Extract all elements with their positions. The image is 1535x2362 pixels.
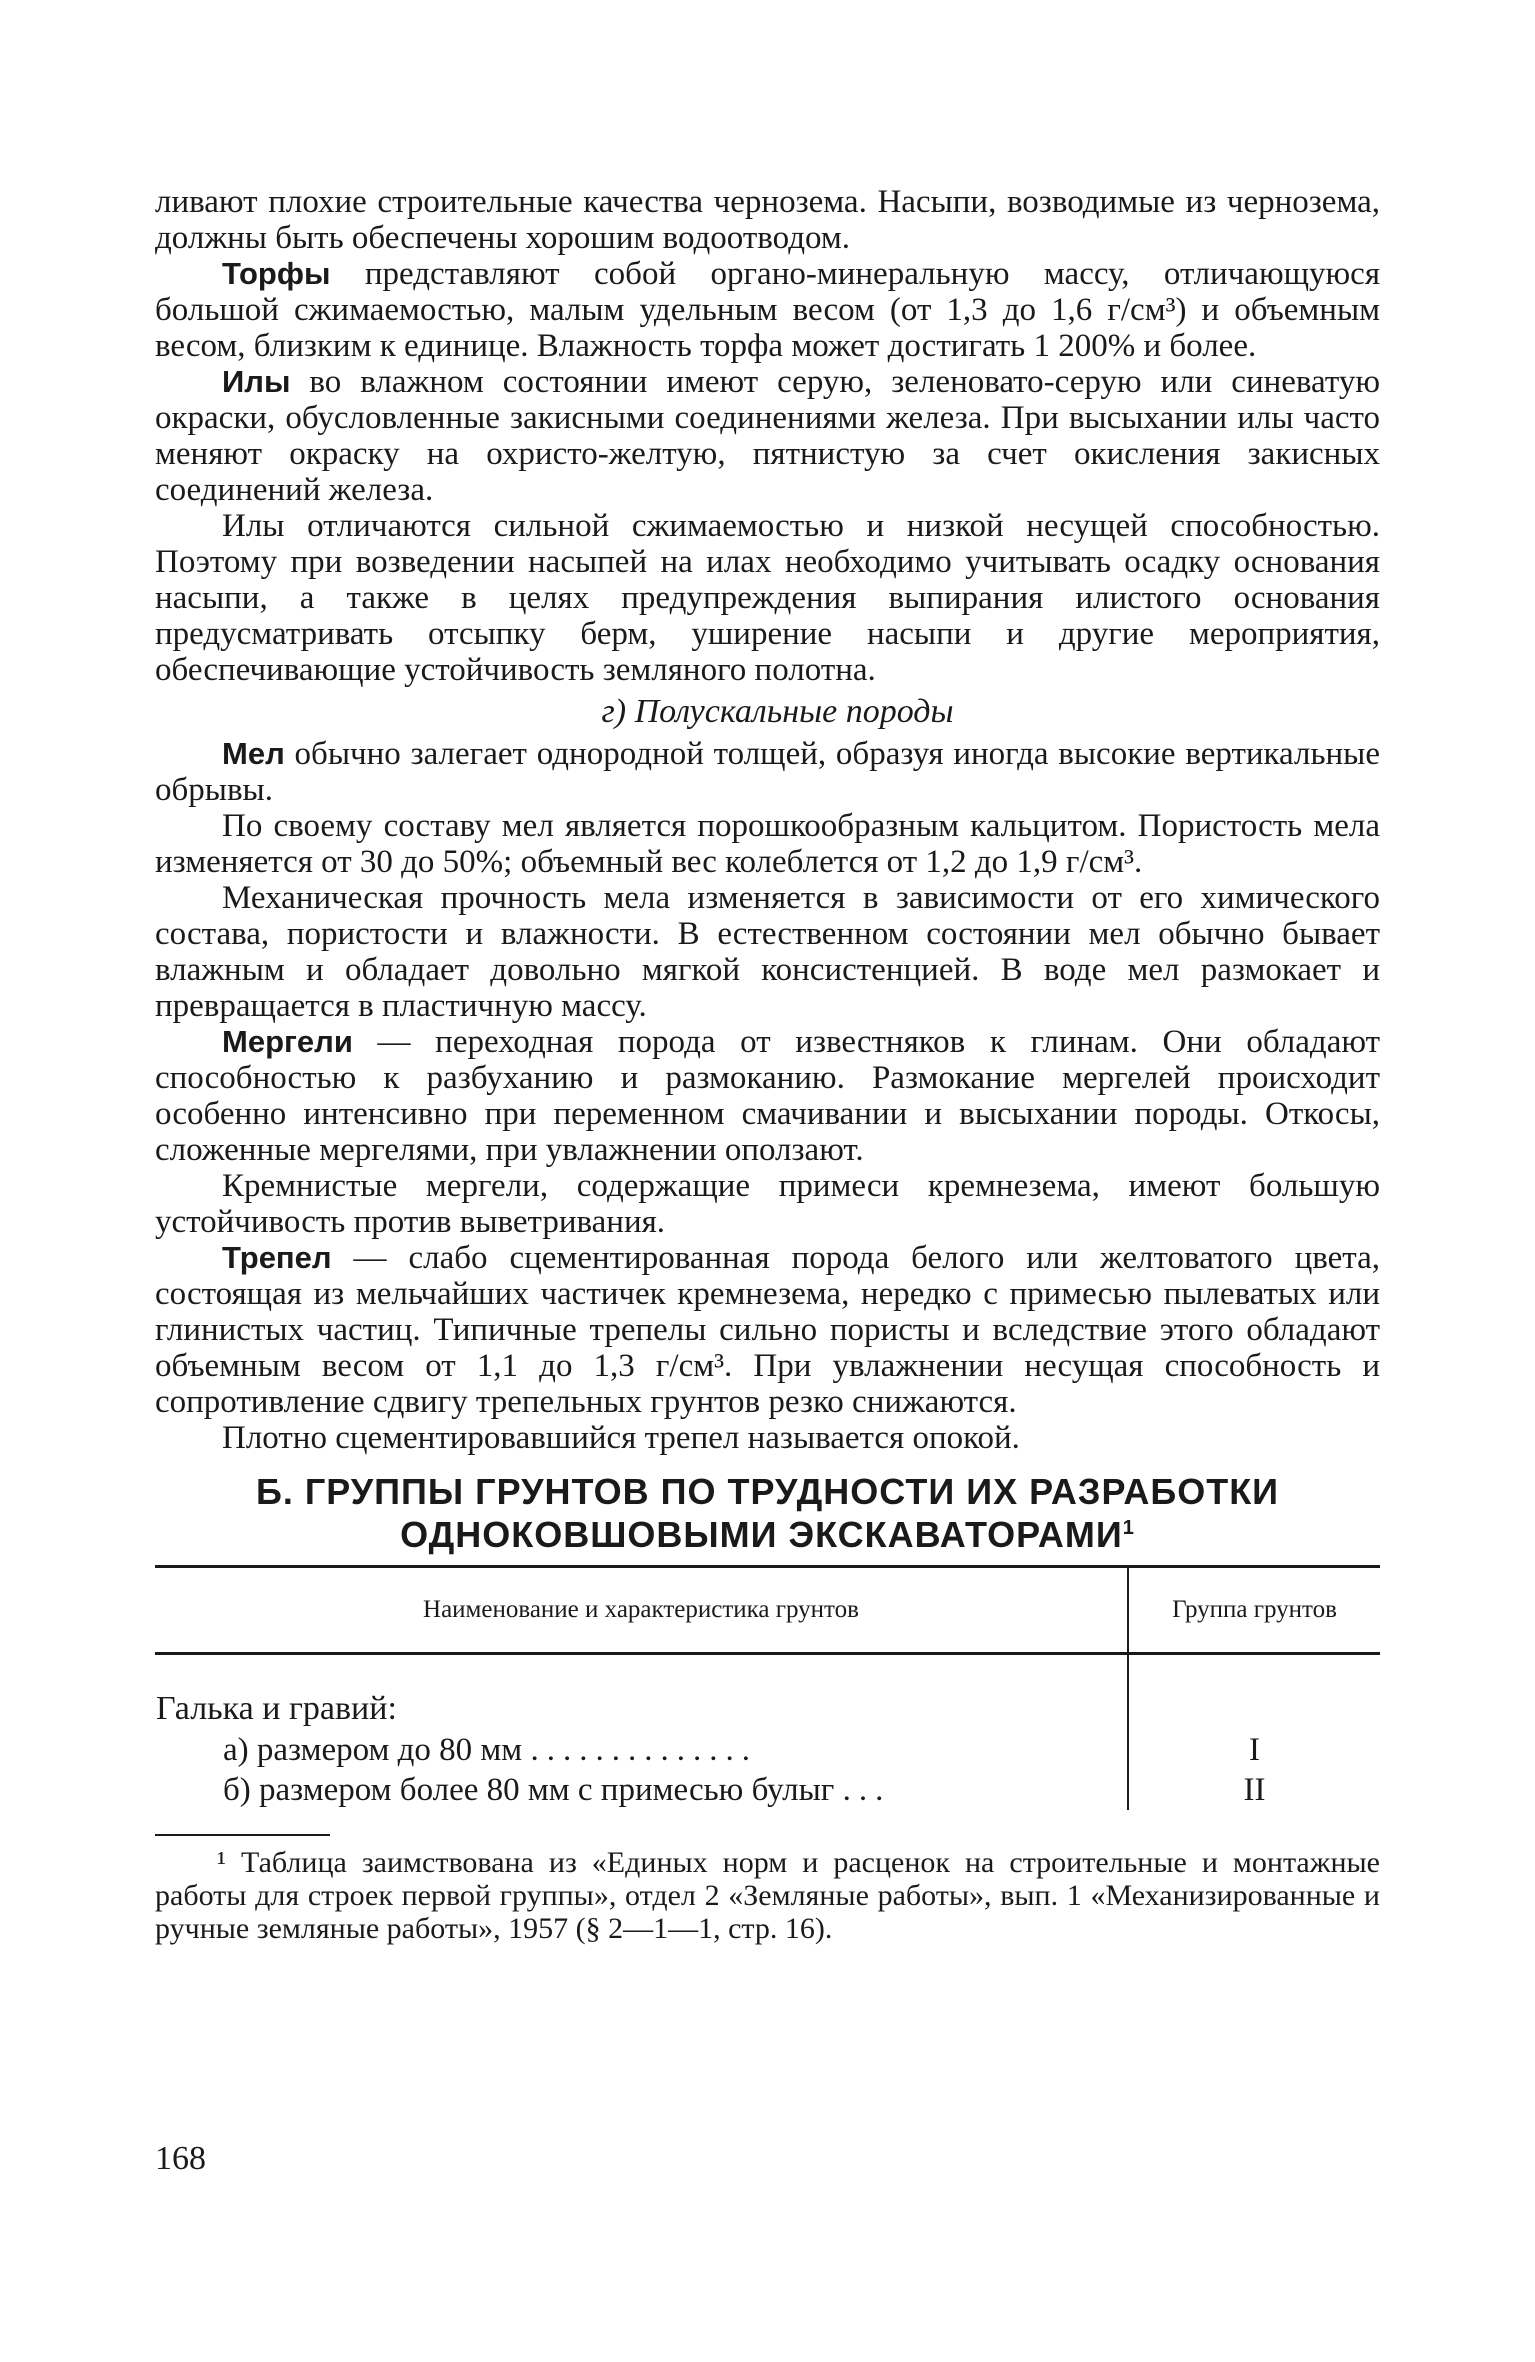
term-silt: Илы xyxy=(222,364,291,399)
table-header-group: Группа грунтов xyxy=(1128,1567,1380,1654)
dot-leader: .............. xyxy=(530,1732,758,1768)
paragraph-marl-text: — переходная порода от известняков к глинам. Они обладают способностью к разбуханию и размоканию. Размокание мергелей происходит особенно интенсивно при переменном смачивании и высыхании породы. Откосы, сложенные мергелями, при увлажнении оползают. xyxy=(155,1024,1380,1168)
section-title-line2-text: ОДНОКОВШОВЫМИ ЭКСКАВАТОРАМИ xyxy=(400,1514,1123,1555)
paragraph-chalk-composition: По своему составу мел является порошкообразным кальцитом. Пористость мела изменяется от 30 до 50%; объемный вес колеблется от 1,2 до 1,9 г/см³. xyxy=(155,808,1380,880)
paragraph-tripoli-text: — слабо сцементированная порода белого или желтоватого цвета, состоящая из мельчайших частичек кремнезема, нередко с примесью пылеватых или глинистых частиц. Типичные трепелы сильно пористы и вследствие этого обладают объемным весом от 1,1 до 1,3 г/см³. При увлажнении несущая способность и сопротивление сдвигу трепельных грунтов резко снижаются. xyxy=(155,1240,1380,1420)
subsection-heading: г) Полускальные породы xyxy=(601,693,954,730)
paragraph-chalk-text: обычно залегает однородной толщей, образуя иногда высокие вертикальные обрывы. xyxy=(155,736,1380,808)
footnote xyxy=(155,1846,1380,1945)
table-header-row xyxy=(155,1567,1380,1654)
paragraph-silt xyxy=(155,364,1380,508)
table-category-label: Галька и гравий: xyxy=(155,1654,1128,1731)
table-category-row xyxy=(155,1654,1380,1731)
footnote-text: ¹ Таблица заимствована из «Единых норм и расценок на строительные и монтажные работы для строек первой группы», отдел 2 «Земляные работы», вып. 1 «Механизированные и ручные земляные работы», 1957 (§ 2—1—1, стр. 16). xyxy=(155,1846,1380,1945)
paragraph-continuation: ливают плохие строительные качества чернозема. Насыпи, возводимые из чернозема, должны быть обеспечены хорошим водоотводом. xyxy=(155,184,1380,256)
text-column xyxy=(155,184,1380,1945)
row-label-text: а) размером до 80 мм xyxy=(223,1732,523,1768)
table-row-label xyxy=(155,1730,1128,1770)
term-tripoli: Трепел xyxy=(222,1240,332,1275)
term-marl: Мергели xyxy=(222,1024,353,1059)
footnote-marker: 1 xyxy=(1122,1517,1135,1539)
paragraph-opoka: Плотно сцементировавшийся трепел называется опокой. xyxy=(222,1420,1020,1456)
page-number: 168 xyxy=(155,2140,206,2177)
table-row-group: I xyxy=(1248,1732,1260,1768)
paragraph-silt-properties: Илы отличаются сильной сжимаемостью и низкой несущей способностью. Поэтому при возведении насыпей на илах необходимо учитывать осадку основания насыпи, а также в целях предупреждения выпирания илистого основания предусматривать отсыпку берм, уширение насыпи и другие мероприятия, обеспечивающие устойчивость земляного полотна. xyxy=(155,508,1380,688)
paragraph-chalk-strength: Механическая прочность мела изменяется в зависимости от его химического состава, пористости и влажности. В естественном состоянии мел обычно бывает влажным и обладает довольно мягкой консистенцией. В воде мел размокает и превращается в пластичную массу. xyxy=(155,880,1380,1024)
paragraph-tripoli xyxy=(155,1240,1380,1420)
row-label-text: б) размером более 80 мм с примесью булыг xyxy=(223,1772,835,1808)
term-peat: Торфы xyxy=(222,256,331,291)
section-title-line1: Б. ГРУППЫ ГРУНТОВ ПО ТРУДНОСТИ ИХ РАЗРАБОТКИ xyxy=(255,1471,1280,1512)
paragraph-marl xyxy=(155,1024,1380,1168)
table-row xyxy=(155,1730,1380,1770)
paragraph-silt-text: во влажном состоянии имеют серую, зеленовато-серую или синеватую окраски, обусловленные закисными соединениями железа. При высыхании илы часто меняют окраску на охристо-желтую, пятнистую за счет окисления закисных соединений железа. xyxy=(155,364,1380,508)
footnote-rule xyxy=(155,1834,330,1836)
table-header-name: Наименование и характеристика грунтов xyxy=(155,1567,1128,1654)
paragraph-peat-text: представляют собой органо-минеральную массу, отличающуюся большой сжимаемостью, малым удельным весом (от 1,3 до 1,6 г/см³) и объемным весом, близким к единице. Влажность торфа может достигать 1 200% и более. xyxy=(155,256,1380,364)
section-title-line2 xyxy=(155,1510,1380,1553)
table-row xyxy=(155,1770,1380,1810)
paragraph-siliceous-marl: Кремнистые мергели, содержащие примеси кремнезема, имеют большую устойчивость против выветривания. xyxy=(155,1168,1380,1240)
paragraph-peat xyxy=(155,256,1380,364)
dot-leader: ... xyxy=(842,1772,892,1808)
table-row-label xyxy=(155,1770,1128,1810)
paragraph-chalk xyxy=(155,736,1380,808)
term-chalk: Мел xyxy=(222,736,285,771)
table-category-group xyxy=(1128,1654,1380,1731)
section-title xyxy=(155,1471,1380,1555)
soil-groups-table xyxy=(155,1565,1380,1810)
table-row-group: II xyxy=(1243,1772,1266,1808)
